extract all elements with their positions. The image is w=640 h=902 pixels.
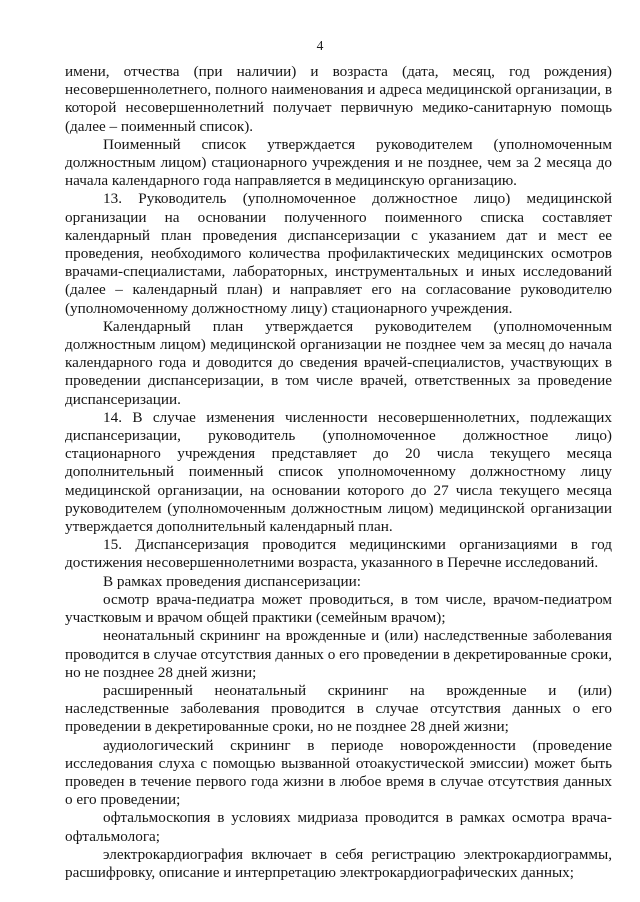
paragraph-electrocardiography: электрокардиография включает в себя регистрацию электрокардиограммы, расшифровку, описание и интерпретацию электрокардиографических данных; xyxy=(65,845,612,881)
paragraph-pediatrician: осмотр врача-педиатра может проводиться, в том числе, врачом-педиатром участковым и врачом общей практики (семейным врачом); xyxy=(65,590,612,627)
paragraph-extended-neonatal-screening: расширенный неонатальный скрининг на врожденные и (или) наследственные заболевания проводится в случае отсутствия данных о его проведении в декретированные сроки, но не позднее 28 дней жизни; xyxy=(65,681,612,736)
paragraph-item-13: 13. Руководитель (уполномоченное должностное лицо) медицинской организации на основании полученного поименного списка составляет календарный план проведения диспансеризации с указанием дат и мест ее проведения, необходимого количества профилактических медицинских осмотров врачами-специалистами, лабораторных, инструментальных и иных исследований (далее – календарный план) и направляет его на согласование руководителю (уполномоченному должностному лицу) стационарного учреждения. xyxy=(65,190,612,317)
paragraph-audiological-screening: аудиологический скрининг в периоде новорожденности (проведение исследования слуха с помощью вызванной отоакустической эмиссии) может быть проведен в течение первого года жизни в любое время в случае отсутствия данных о его проведении; xyxy=(65,736,612,809)
paragraph-list-approval: Поименный список утверждается руководителем (уполномоченным должностным лицом) стационарного учреждения и не позднее, чем за 2 месяца до начала календарного года направляется в медицинскую организацию. xyxy=(65,135,612,190)
paragraph-continuation: имени, отчества (при наличии) и возраста (дата, месяц, год рождения) несовершеннолетнего, полного наименования и адреса медицинской организации, в которой несовершеннолетний получает первичную медико-санитарную помощь (далее – поименный список). xyxy=(65,63,612,135)
paragraph-calendar-plan: Календарный план утверждается руководителем (уполномоченным должностным лицом) медицинской организации не позднее чем за месяц до начала календарного года и доводится до сведения врачей-специалистов, участвующих в проведении диспансеризации, в том числе врачей, ответственных за проведение диспансеризации. xyxy=(65,317,612,408)
page-number: 4 xyxy=(316,38,324,53)
document-body xyxy=(65,63,612,882)
paragraph-item-14: 14. В случае изменения численности несовершеннолетних, подлежащих диспансеризации, руководитель (уполномоченное должностное лицо) стационарного учреждения представляет до 20 числа текущего месяца дополнительный поименный список уполномоченному должностному лицу медицинской организации, на основании которого до 27 числа текущего месяца руководителем (уполномоченным должностным лицом) медицинской организации утверждается дополнительный календарный план. xyxy=(65,408,612,536)
paragraph-within-dispensarization: В рамках проведения диспансеризации: xyxy=(103,572,361,590)
paragraph-ophthalmoscopy: офтальмоскопия в условиях мидриаза проводится в рамках осмотра врача-офтальмолога; xyxy=(65,809,612,845)
paragraph-item-15: 15. Диспансеризация проводится медицинскими организациями в год достижения несовершеннолетними возраста, указанного в Перечне исследований. xyxy=(65,536,612,572)
paragraph-neonatal-screening: неонатальный скрининг на врожденные и (или) наследственные заболевания проводится в случае отсутствия данных о его проведении в декретированные сроки, но не позднее 28 дней жизни; xyxy=(65,627,612,681)
